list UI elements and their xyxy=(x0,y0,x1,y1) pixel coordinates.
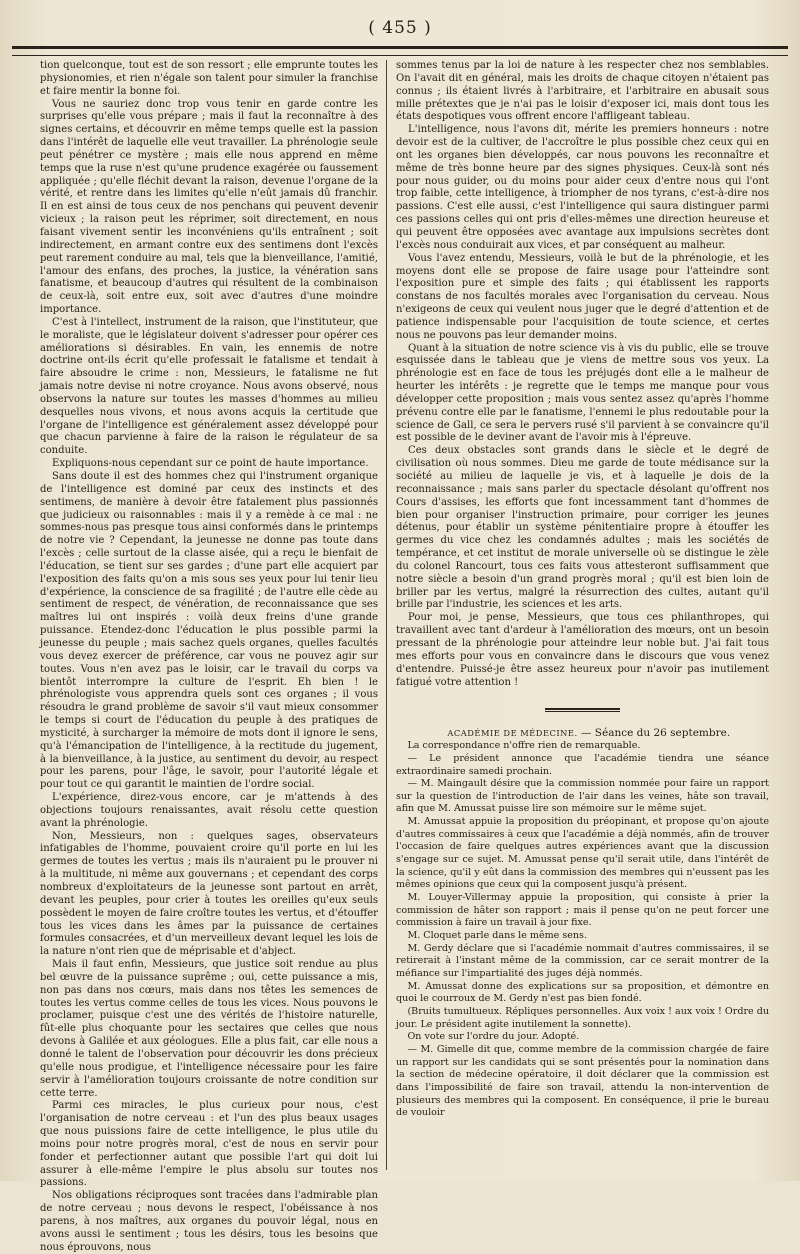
left-column xyxy=(40,60,378,1253)
paragraph: L'intelligence, nous l'avons dit, mérite les premiers honneurs : notre devoir est de la cultiver, de l'accroître le plus possible chez ceux qui en ont les organes bien développés, car nous pouvons les reconnaître et même de très bonne heure par des signes physiques. Ceux-là sont nés pour nous guider, ou du moins pour aider ceux d'entre nous qui l'ont trop faible, cette intelligence, à triompher de nos tyrans, c'est-à-dire nos passions. C'est elle aussi, c'est l'intelligence qui saura distinguer parmi ces passions celles qui ont pris d'elles-mêmes une direction heureuse et qui peuvent être opposées avec avantage aux impulsions secrètes dont l'excès nous conduirait aux vices, et par conséquent au malheur. xyxy=(396,124,769,251)
section-heading xyxy=(396,727,769,740)
right-column-body xyxy=(396,60,769,689)
paragraph: Parmi ces miracles, le plus curieux pour nous, c'est l'organisation de notre cerveau : et l'un des plus beaux usages que nous puissions faire de cette intelligence, le plus utile du moins pour notre progrès moral, c'est de nous en servir pour fonder et perfectionner autant que possible l'art qui doit lui assurer à elle-même l'empire le plus absolu sur toutes nos passions. xyxy=(40,1100,378,1189)
minutes-paragraph: La correspondance n'offre rien de remarquable. xyxy=(407,740,641,752)
minutes-paragraph: M. Cloquet parle dans le même sens. xyxy=(407,930,587,942)
paragraph: Sans doute il est des hommes chez qui l'instrument organique de l'intelligence est dominé par ceux des instincts et des sentimens, de manière à devoir être fatalement plus passionnés que judicieux ou raisonnables : mais il y a remède à ce mal : ne sommes-nous pas presque tous ainsi conformés dans le printemps de notre vie ? Cependant, la jeunesse ne donne pas toute dans l'excès ; celle surtout de la classe aisée, qui a reçu le bienfait de l'éducation, se tient sur ses gardes ; d'une part elle acquiert par l'exposition des faits qu'on a mis sous ses yeux pour lui tenir lieu d'expérience, la conscience de sa fragilité ; de l'autre elle cède au sentiment de respect, de vénération, de reconnaissance que ses maîtres lui ont inspirés : voilà deux freins d'une grande puissance. Etendez-donc l'éducation le plus possible parmi la jeunesse du peuple ; mais sachez quels organes, quelles facultés vous devez exercer de préférence, car vous ne pouvez agir sur toutes. Vous n'en avez pas le loisir, car le travail du corps va bientôt interrompre la culture de l'esprit. Eh bien ! le phrénologiste vous apprendra quels sont ces organes ; il vous résoudra le grand problème de savoir s'il vaut mieux consommer le temps si court de l'éducation du peuple à des pratiques de mysticité, à surcharger la mémoire de mots dont il ignore le sens, qu'à l'émancipation de l'intelligence, à la rectitude du jugement, à la bienveillance, à la justice, au sentiment du devoir, au respect pour les parens, pour l'âge, le savoir, pour l'autorité légale et pour tout ce qui garantit le maintien de l'ordre social. xyxy=(40,471,378,791)
session-minutes xyxy=(396,740,769,1120)
paragraph: Mais il faut enfin, Messieurs, que justice soit rendue au plus bel œuvre de la puissance suprême ; oui, cette puissance a mis, non pas dans nos cœurs, mais dans nos têtes les semences de toutes les vertus comme celles de tous les vices. Nous pouvons le proclamer, puisque c'est une des vérités de l'histoire naturelle, fût-elle plus choquante pour les sectaires que celles que nous devons à Galilée et aux géologues. Elle a plus fait, car elle nous a donné le talent de l'observation pour découvrir les dons précieux qu'elle nous prodigue, et l'intelligence nécessaire pour les faire servir à l'amélioration toujours croissante de notre condition sur cette terre. xyxy=(40,959,378,1099)
paragraph: Non, Messieurs, non : quelques sages, observateurs infatigables de l'homme, pouvaient croire qu'il porte en lui les germes de toutes les vertus ; mais ils n'auraient pu le prouver ni à la multitude, ni même aux gouvernans ; et cependant des corps nombreux d'exploitateurs de la jeunesse sont partout en arrêt, devant les peuples, pour crier à toutes les oreilles qu'eux seuls possèdent le moyen de faire croître toutes les vertus, et d'étouffer tous les vices dans les âmes par la puissance de certaines formules consacrées, et d'un merveilleux devant lequel les lois de la nature n'ont rien que de méprisable et d'abject. xyxy=(40,830,378,958)
paragraph: Expliquons-nous cependant sur ce point de haute importance. xyxy=(52,458,369,470)
paragraph: Pour moi, je pense, Messieurs, que tous ces philanthropes, qui travaillent avec tant d'ardeur à l'amélioration des mœurs, ont un besoin pressant de la phrénologie pour atteindre leur noble but. J'ai fait tous mes efforts pour vous en convaincre dans le discours que vous venez d'entendre. Puissé-je être assez heureux pour n'avoir pas inutilement fatigué votre attention ! xyxy=(396,612,769,688)
column-divider xyxy=(386,60,387,1170)
paragraph: Ces deux obstacles sont grands dans le siècle et le degré de civilisation où nous sommes. Dieu me garde de toute médisance sur la société au milieu de laquelle je vis, et à laquelle je dois de la reconnaissance ; mais sans parler du spectacle désolant qu'offrent nos Cours d'assises, les efforts que font incessamment tant d'hommes de bien pour organiser l'instruction primaire, pour corriger les jeunes détenus, pour établir un système pénitentiaire propre à étouffer les germes du vice chez les condamnés adultes ; mais les sociétés de tempérance, et cet institut de morale universelle où se distingue le zèle du colonel Rancourt, tous ces faits vous attesteront suffisamment que notre siècle a besoin d'un grand progrès moral ; qu'il est bien loin de briller par les vertus, malgré la résurrection des cultes, autant qu'il brille par l'industrie, les sciences et les arts. xyxy=(396,445,769,611)
minutes-paragraph: M. Gerdy déclare que si l'académie nommait d'autres commissaires, il se retirerait à l'instant même de la commission, car ce serait montrer de la méfiance sur l'impartialité des juges déjà nommés. xyxy=(396,942,769,979)
minutes-paragraph: M. Amussat donne des explications sur sa proposition, et démontre en quoi le courroux de M. Gerdy n'est pas bien fondé. xyxy=(396,980,769,1005)
paragraph: L'expérience, direz-vous encore, car je m'attends à des objections toujours renaissantes, avait résolu cette question avant la phrénologie. xyxy=(40,792,378,829)
header-rule xyxy=(12,46,788,56)
page-number: ( 455 ) xyxy=(368,18,432,38)
section-heading-date: — Séance du 26 septembre. xyxy=(580,727,731,740)
minutes-paragraph: On vote sur l'ordre du jour. Adopté. xyxy=(407,1031,580,1043)
paragraph: Quant à la situation de notre science vis à vis du public, elle se trouve esquissée dans le tableau que je viens de mettre sous vos yeux. La phrénologie est en face de tous les préjugés dont elle a le malheur de heurter les intérêts : je regrette que le temps me manque pour vous développer cette proposition ; mais vous sentez assez qu'après l'homme prévenu contre elle par le fanatisme, l'ennemi le plus redoutable pour la science de Gall, ce sera le pervers rusé s'il parvient à se convaincre qu'il est possible de le deviner avant de l'avoir mis à l'épreuve. xyxy=(396,342,769,444)
minutes-paragraph: — Le président annonce que l'académie tiendra une séance extraordinaire samedi prochain. xyxy=(396,752,769,777)
paragraph: Nos obligations réciproques sont tracées dans l'admirable plan de notre cerveau ; nous devons le respect, l'obéissance à nos parens, à nos maîtres, aux organes du pouvoir légal, nous en avons aussi le sentiment ; tous les désirs, tous les besoins que nous éprouvons, nous xyxy=(40,1190,378,1253)
minutes-paragraph: — M. Maingault désire que la commission nommée pour faire un rapport sur la question de l'introduction de l'air dans les veines, hâte son travail, afin que M. Amussat puisse lire son mémoire sur le même sujet. xyxy=(396,778,769,815)
paragraph: Vous l'avez entendu, Messieurs, voilà le but de la phrénologie, et les moyens dont elle se propose de faire usage pour l'atteindre sont l'exposition pure et simple des faits ; qui établissent les rapports constans de nos facultés morales avec l'organisation du cerveau. Nous n'exigeons de ceux qui veulent nous juger que le degré d'attention et de patience indispensable pour l'acquisition de toute science, et certes nous ne pouvons pas leur demander moins. xyxy=(396,252,769,341)
minutes-paragraph: M. Amussat appuie la proposition du préopinant, et propose qu'on ajoute d'autres commissaires à ceux que l'académie a déjà nommés, afin de trouver l'occasion de faire quelques autres expériences avant que la discussion s'engage sur ce sujet. M. Amussat pense qu'il serait utile, dans l'intérêt de la science, qu'il y eût dans la commission des membres qui n'eussent pas les mêmes opinions que ceux qui la composent jusqu'à présent. xyxy=(396,816,769,891)
right-column xyxy=(396,60,769,1175)
paragraph: sommes tenus par la loi de nature à les respecter chez nos semblables. On l'avait dit en général, mais les droits de chaque citoyen n'étaient pas connus ; ils étaient livrés à l'arbitraire, et l'arbitraire en abusait sous mille prétextes que je n'ai pas le loisir d'exposer ici, mais dont tous les états despotiques vous offrent encore l'affligeant tableau. xyxy=(396,60,769,123)
minutes-paragraph: (Bruits tumultueux. Répliques personnelles. Aux voix ! aux voix ! Ordre du jour. Le président agite inutilement la sonnette). xyxy=(396,1005,769,1030)
minutes-paragraph: — M. Gimelle dit que, comme membre de la commission chargée de faire un rapport sur les candidats qui se sont présentés pour la nomination dans la section de médecine opératoire, il doit déclarer que la commission est dans l'impossibilité de faire son travail, attendu la non-intervention de plusieurs des membres qui la composent. En conséquence, il prie le bureau de vouloir xyxy=(396,1043,769,1119)
paragraph: Vous ne sauriez donc trop vous tenir en garde contre les surprises qu'elle vous prépare ; mais il faut la reconnaître à des signes certains, et découvrir en même temps quelle est la passion dans l'intérêt de laquelle elle veut travailler. La phrénologie seule peut pénétrer ce mystère ; mais elle nous apprend en même temps que la ruse n'est qu'une prudence exagérée ou faussement appliquée ; qu'elle fléchit devant la raison, devenue l'organe de la vérité, et rentre dans les limites qu'elle n'eût jamais dû franchir. Il en est ainsi de tous ceux de nos penchans qui peuvent devenir vicieux ; la raison peut les réprimer, soit directement, en nous faisant vivement sentir les inconvéniens qu'ils entraînent ; soit indirectement, en armant contre eux des sentimens dont l'excès peut rarement conduire au mal, tels que la bienveillance, l'amitié, l'amour des enfans, des proches, la justice, la vénération sans fanatisme, et beaucoup d'autres qui résultent de la combinaison de ceux-là, soit entre eux, soit avec d'autres d'une moindre importance. xyxy=(40,98,378,316)
section-heading-label: ACADÉMIE DE MÉDECINE. xyxy=(447,728,578,739)
section-divider-rule xyxy=(396,703,769,717)
minutes-paragraph: M. Louyer-Villermay appuie la proposition, qui consiste à prier la commission de hâter son rapport ; mais il pense qu'on ne peut forcer une commission à faire un travail à jour fixe. xyxy=(396,892,769,929)
paragraph: C'est à l'intellect, instrument de la raison, que l'instituteur, que le moraliste, que le législateur doivent s'adresser pour opérer ces améliorations si désirables. En vain, les ennemis de notre doctrine ont-ils écrit qu'elle professait le fatalisme et tendait à faire absoudre le crime : non, Messieurs, le fatalisme ne fut jamais notre devise ni notre croyance. Nous avons observé, nous observons la nature sur toutes les masses d'hommes au milieu desquelles nous vivons, et nous avons acquis la certitude que l'organe de l'intelligence est généralement assez développé pour que chacun parvienne à faire de la raison le régulateur de sa conduite. xyxy=(40,316,378,457)
paragraph: tion quelconque, tout est de son ressort ; elle emprunte toutes les physionomies, et rien n'égale son talent pour simuler la franchise et faire mentir la bonne foi. xyxy=(40,60,378,97)
